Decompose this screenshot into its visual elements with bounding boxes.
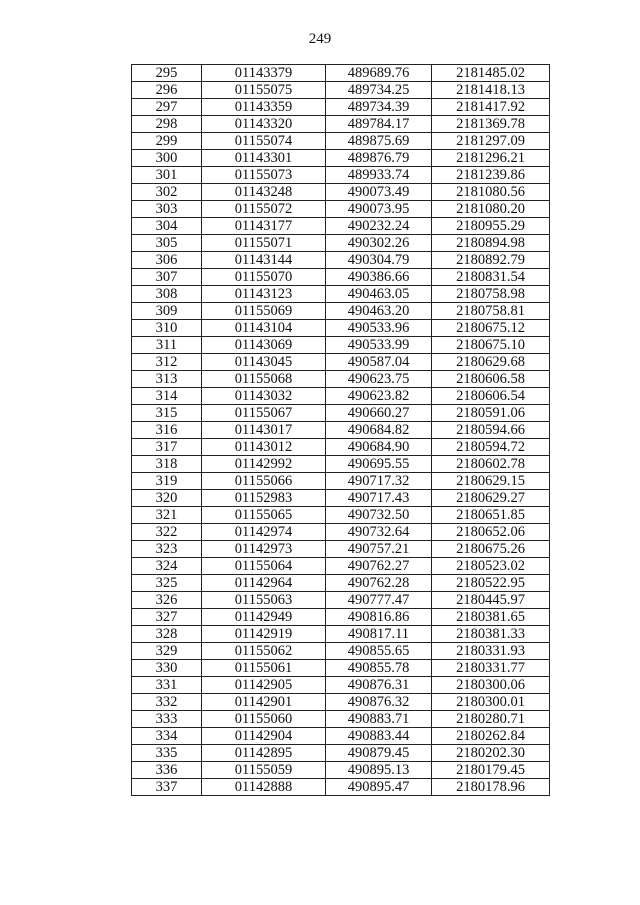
table-row (132, 439, 550, 456)
point-id-cell: 01155060 (202, 711, 326, 728)
table-row (132, 575, 550, 592)
point-id-cell: 01143177 (202, 218, 326, 235)
table-row (132, 133, 550, 150)
point-id-cell: 01155061 (202, 660, 326, 677)
point-number-cell: 323 (132, 541, 202, 558)
point-number-cell: 312 (132, 354, 202, 371)
point-id-cell: 01143359 (202, 99, 326, 116)
table-row (132, 320, 550, 337)
table-row (132, 762, 550, 779)
y-coordinate-cell: 2180445.97 (432, 592, 550, 609)
point-id-cell: 01155066 (202, 473, 326, 490)
table-row (132, 218, 550, 235)
table-row (132, 558, 550, 575)
point-number-cell: 322 (132, 524, 202, 541)
x-coordinate-cell: 490876.31 (326, 677, 432, 694)
y-coordinate-cell: 2180831.54 (432, 269, 550, 286)
y-coordinate-cell: 2180331.77 (432, 660, 550, 677)
table-row (132, 388, 550, 405)
point-number-cell: 310 (132, 320, 202, 337)
point-number-cell: 321 (132, 507, 202, 524)
point-number-cell: 300 (132, 150, 202, 167)
table-row (132, 65, 550, 82)
point-number-cell: 313 (132, 371, 202, 388)
point-id-cell: 01155062 (202, 643, 326, 660)
x-coordinate-cell: 490757.21 (326, 541, 432, 558)
y-coordinate-cell: 2180300.01 (432, 694, 550, 711)
point-number-cell: 295 (132, 65, 202, 82)
point-number-cell: 305 (132, 235, 202, 252)
x-coordinate-cell: 490533.99 (326, 337, 432, 354)
x-coordinate-cell: 490895.47 (326, 779, 432, 796)
x-coordinate-cell: 490684.90 (326, 439, 432, 456)
y-coordinate-cell: 2180331.93 (432, 643, 550, 660)
y-coordinate-cell: 2180381.65 (432, 609, 550, 626)
y-coordinate-cell: 2181417.92 (432, 99, 550, 116)
x-coordinate-cell: 490073.95 (326, 201, 432, 218)
table-row (132, 711, 550, 728)
point-number-cell: 304 (132, 218, 202, 235)
y-coordinate-cell: 2180300.06 (432, 677, 550, 694)
y-coordinate-cell: 2180594.66 (432, 422, 550, 439)
x-coordinate-cell: 490695.55 (326, 456, 432, 473)
point-id-cell: 01155064 (202, 558, 326, 575)
point-number-cell: 333 (132, 711, 202, 728)
table-row (132, 677, 550, 694)
point-id-cell: 01142895 (202, 745, 326, 762)
table-row (132, 473, 550, 490)
x-coordinate-cell: 490623.82 (326, 388, 432, 405)
table-row (132, 405, 550, 422)
y-coordinate-cell: 2181239.86 (432, 167, 550, 184)
point-number-cell: 303 (132, 201, 202, 218)
y-coordinate-cell: 2180758.81 (432, 303, 550, 320)
point-id-cell: 01142949 (202, 609, 326, 626)
point-number-cell: 326 (132, 592, 202, 609)
point-number-cell: 309 (132, 303, 202, 320)
table-row (132, 728, 550, 745)
table-row (132, 150, 550, 167)
x-coordinate-cell: 490883.44 (326, 728, 432, 745)
x-coordinate-cell: 490232.24 (326, 218, 432, 235)
point-id-cell: 01143045 (202, 354, 326, 371)
point-number-cell: 296 (132, 82, 202, 99)
point-number-cell: 307 (132, 269, 202, 286)
table-row (132, 609, 550, 626)
point-id-cell: 01142919 (202, 626, 326, 643)
point-number-cell: 308 (132, 286, 202, 303)
point-id-cell: 01155069 (202, 303, 326, 320)
point-number-cell: 329 (132, 643, 202, 660)
point-id-cell: 01155067 (202, 405, 326, 422)
point-id-cell: 01142974 (202, 524, 326, 541)
x-coordinate-cell: 490732.50 (326, 507, 432, 524)
x-coordinate-cell: 490817.11 (326, 626, 432, 643)
y-coordinate-cell: 2180522.95 (432, 575, 550, 592)
x-coordinate-cell: 490777.47 (326, 592, 432, 609)
point-id-cell: 01143123 (202, 286, 326, 303)
page-number: 249 (308, 31, 332, 47)
x-coordinate-cell: 490883.71 (326, 711, 432, 728)
y-coordinate-cell: 2180629.68 (432, 354, 550, 371)
table-row (132, 779, 550, 796)
table-row (132, 592, 550, 609)
y-coordinate-cell: 2181080.56 (432, 184, 550, 201)
y-coordinate-cell: 2180758.98 (432, 286, 550, 303)
point-id-cell: 01143012 (202, 439, 326, 456)
y-coordinate-cell: 2180894.98 (432, 235, 550, 252)
x-coordinate-cell: 490660.27 (326, 405, 432, 422)
point-id-cell: 01155070 (202, 269, 326, 286)
y-coordinate-cell: 2180602.78 (432, 456, 550, 473)
y-coordinate-cell: 2181296.21 (432, 150, 550, 167)
point-id-cell: 01155065 (202, 507, 326, 524)
table-body (132, 65, 550, 796)
point-number-cell: 320 (132, 490, 202, 507)
table-row (132, 456, 550, 473)
point-number-cell: 330 (132, 660, 202, 677)
x-coordinate-cell: 490073.49 (326, 184, 432, 201)
x-coordinate-cell: 489689.76 (326, 65, 432, 82)
point-number-cell: 335 (132, 745, 202, 762)
y-coordinate-cell: 2180280.71 (432, 711, 550, 728)
point-number-cell: 315 (132, 405, 202, 422)
x-coordinate-cell: 490855.65 (326, 643, 432, 660)
point-id-cell: 01142904 (202, 728, 326, 745)
point-id-cell: 01152983 (202, 490, 326, 507)
point-id-cell: 01155068 (202, 371, 326, 388)
point-number-cell: 316 (132, 422, 202, 439)
point-id-cell: 01155073 (202, 167, 326, 184)
y-coordinate-cell: 2181080.20 (432, 201, 550, 218)
point-number-cell: 311 (132, 337, 202, 354)
table-row (132, 167, 550, 184)
y-coordinate-cell: 2181418.13 (432, 82, 550, 99)
table-row (132, 235, 550, 252)
x-coordinate-cell: 490302.26 (326, 235, 432, 252)
table-row (132, 524, 550, 541)
point-id-cell: 01143017 (202, 422, 326, 439)
point-number-cell: 301 (132, 167, 202, 184)
y-coordinate-cell: 2180892.79 (432, 252, 550, 269)
point-id-cell: 01142901 (202, 694, 326, 711)
y-coordinate-cell: 2180651.85 (432, 507, 550, 524)
point-id-cell: 01142973 (202, 541, 326, 558)
y-coordinate-cell: 2181485.02 (432, 65, 550, 82)
point-number-cell: 306 (132, 252, 202, 269)
y-coordinate-cell: 2181297.09 (432, 133, 550, 150)
point-number-cell: 297 (132, 99, 202, 116)
table-row (132, 643, 550, 660)
y-coordinate-cell: 2180955.29 (432, 218, 550, 235)
table-row (132, 99, 550, 116)
point-id-cell: 01142964 (202, 575, 326, 592)
x-coordinate-cell: 490876.32 (326, 694, 432, 711)
point-id-cell: 01142905 (202, 677, 326, 694)
table-row (132, 201, 550, 218)
point-number-cell: 328 (132, 626, 202, 643)
y-coordinate-cell: 2180629.15 (432, 473, 550, 490)
table-row (132, 303, 550, 320)
y-coordinate-cell: 2180675.12 (432, 320, 550, 337)
table-row (132, 354, 550, 371)
x-coordinate-cell: 490855.78 (326, 660, 432, 677)
x-coordinate-cell: 490816.86 (326, 609, 432, 626)
x-coordinate-cell: 490762.27 (326, 558, 432, 575)
table-row (132, 745, 550, 762)
table-row (132, 252, 550, 269)
y-coordinate-cell: 2180178.96 (432, 779, 550, 796)
y-coordinate-cell: 2180262.84 (432, 728, 550, 745)
y-coordinate-cell: 2180179.45 (432, 762, 550, 779)
y-coordinate-cell: 2180591.06 (432, 405, 550, 422)
point-id-cell: 01143248 (202, 184, 326, 201)
table-row (132, 82, 550, 99)
table-row (132, 337, 550, 354)
point-number-cell: 325 (132, 575, 202, 592)
point-number-cell: 331 (132, 677, 202, 694)
x-coordinate-cell: 490684.82 (326, 422, 432, 439)
point-id-cell: 01143104 (202, 320, 326, 337)
x-coordinate-cell: 490587.04 (326, 354, 432, 371)
point-id-cell: 01143379 (202, 65, 326, 82)
point-id-cell: 01143301 (202, 150, 326, 167)
point-id-cell: 01155071 (202, 235, 326, 252)
table-row (132, 626, 550, 643)
x-coordinate-cell: 490732.64 (326, 524, 432, 541)
y-coordinate-cell: 2180675.10 (432, 337, 550, 354)
x-coordinate-cell: 490762.28 (326, 575, 432, 592)
table-row (132, 116, 550, 133)
y-coordinate-cell: 2180675.26 (432, 541, 550, 558)
point-number-cell: 299 (132, 133, 202, 150)
x-coordinate-cell: 489933.74 (326, 167, 432, 184)
y-coordinate-cell: 2181369.78 (432, 116, 550, 133)
point-number-cell: 324 (132, 558, 202, 575)
table-row (132, 490, 550, 507)
y-coordinate-cell: 2180202.30 (432, 745, 550, 762)
y-coordinate-cell: 2180381.33 (432, 626, 550, 643)
y-coordinate-cell: 2180594.72 (432, 439, 550, 456)
table-row (132, 286, 550, 303)
table-row (132, 269, 550, 286)
table-row (132, 541, 550, 558)
table-row (132, 507, 550, 524)
point-number-cell: 332 (132, 694, 202, 711)
table-row (132, 184, 550, 201)
point-number-cell: 318 (132, 456, 202, 473)
y-coordinate-cell: 2180629.27 (432, 490, 550, 507)
point-number-cell: 327 (132, 609, 202, 626)
x-coordinate-cell: 490879.45 (326, 745, 432, 762)
point-number-cell: 319 (132, 473, 202, 490)
point-number-cell: 337 (132, 779, 202, 796)
point-id-cell: 01143320 (202, 116, 326, 133)
y-coordinate-cell: 2180523.02 (432, 558, 550, 575)
point-id-cell: 01155072 (202, 201, 326, 218)
point-id-cell: 01155075 (202, 82, 326, 99)
table-row (132, 694, 550, 711)
x-coordinate-cell: 489876.79 (326, 150, 432, 167)
x-coordinate-cell: 490623.75 (326, 371, 432, 388)
y-coordinate-cell: 2180606.54 (432, 388, 550, 405)
x-coordinate-cell: 490463.20 (326, 303, 432, 320)
table-row (132, 422, 550, 439)
point-id-cell: 01155074 (202, 133, 326, 150)
x-coordinate-cell: 489875.69 (326, 133, 432, 150)
x-coordinate-cell: 489734.25 (326, 82, 432, 99)
point-id-cell: 01142888 (202, 779, 326, 796)
point-id-cell: 01142992 (202, 456, 326, 473)
y-coordinate-cell: 2180606.58 (432, 371, 550, 388)
x-coordinate-cell: 490386.66 (326, 269, 432, 286)
x-coordinate-cell: 490304.79 (326, 252, 432, 269)
y-coordinate-cell: 2180652.06 (432, 524, 550, 541)
point-number-cell: 314 (132, 388, 202, 405)
point-number-cell: 317 (132, 439, 202, 456)
point-id-cell: 01143144 (202, 252, 326, 269)
x-coordinate-cell: 489734.39 (326, 99, 432, 116)
point-id-cell: 01143069 (202, 337, 326, 354)
x-coordinate-cell: 490717.32 (326, 473, 432, 490)
table-row (132, 660, 550, 677)
point-id-cell: 01143032 (202, 388, 326, 405)
table-row (132, 371, 550, 388)
point-id-cell: 01155059 (202, 762, 326, 779)
point-number-cell: 334 (132, 728, 202, 745)
point-number-cell: 336 (132, 762, 202, 779)
x-coordinate-cell: 490533.96 (326, 320, 432, 337)
x-coordinate-cell: 490717.43 (326, 490, 432, 507)
x-coordinate-cell: 490463.05 (326, 286, 432, 303)
point-number-cell: 298 (132, 116, 202, 133)
x-coordinate-cell: 489784.17 (326, 116, 432, 133)
x-coordinate-cell: 490895.13 (326, 762, 432, 779)
point-number-cell: 302 (132, 184, 202, 201)
point-id-cell: 01155063 (202, 592, 326, 609)
coordinates-table (131, 64, 550, 796)
